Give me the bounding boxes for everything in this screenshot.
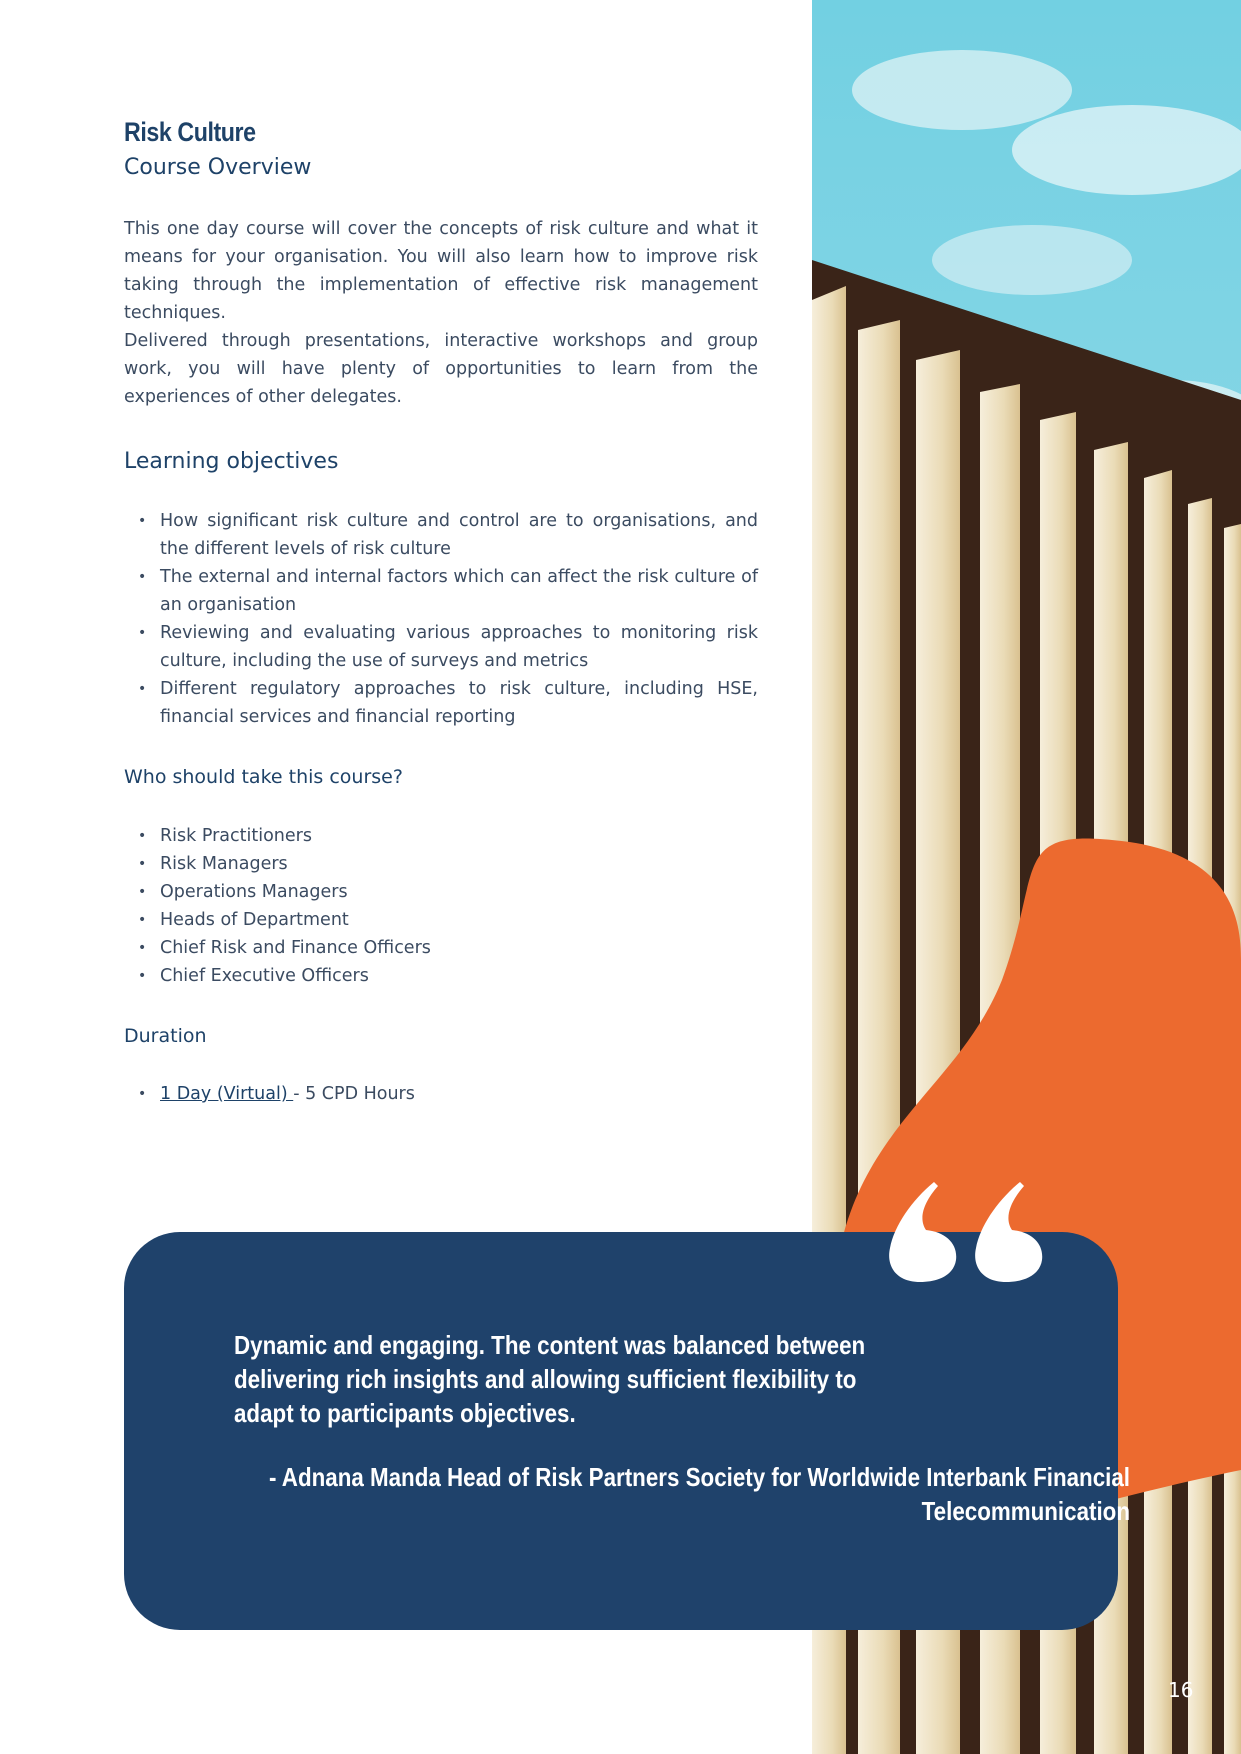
testimonial-quote: Dynamic and engaging. The content was balanced between delivering rich insights and allowing sufficient flexibility to adapt to participants objectives. — [234, 1330, 866, 1428]
overview-paragraph-1: This one day course will cover the concepts of risk culture and what it means for your organisation. You will also learn how to improve risk taking through the implementation of effective risk management techniques. — [124, 219, 758, 323]
list-item: • Heads of Department — [160, 906, 758, 934]
testimonial-box — [124, 1232, 1118, 1630]
duration-list — [124, 1080, 758, 1108]
list-item: • Different regulatory approaches to risk culture, including HSE, financial services and financial reporting — [160, 675, 758, 731]
list-item: • Chief Risk and Finance Officers — [160, 934, 758, 962]
objectives-list — [124, 507, 758, 731]
list-item: • Chief Executive Officers — [160, 962, 758, 990]
page-title: Risk Culture — [124, 117, 256, 147]
overview-paragraph-2: Delivered through presentations, interactive workshops and group work, you will have plenty of opportunities to learn from the experiences of other delegates. — [124, 331, 758, 407]
duration-link[interactable]: 1 Day (Virtual) — [160, 1084, 294, 1104]
list-item: • Operations Managers — [160, 878, 758, 906]
duration-suffix: - 5 CPD Hours — [293, 1084, 415, 1104]
testimonial-author: - Adnana Manda Head of Risk Partners Society for Worldwide Interbank Financial Telecommunication — [268, 1462, 1130, 1526]
duration-heading: Duration — [124, 1025, 207, 1047]
page-subtitle: Course Overview — [124, 155, 312, 180]
list-item: • Reviewing and evaluating various approaches to monitoring risk culture, including the use of surveys and metrics — [160, 619, 758, 675]
page-number: 16 — [1168, 1678, 1194, 1702]
list-item: • The external and internal factors which can affect the risk culture of an organisation — [160, 563, 758, 619]
audience-heading: Who should take this course? — [124, 766, 403, 788]
list-item: • How significant risk culture and control are to organisations, and the different levels of risk culture — [160, 507, 758, 563]
list-item — [160, 1080, 758, 1108]
list-item: • Risk Practitioners — [160, 822, 758, 850]
quote-marks-icon — [886, 1178, 1046, 1286]
audience-list — [124, 822, 758, 990]
objectives-heading: Learning objectives — [124, 449, 339, 474]
list-item: • Risk Managers — [160, 850, 758, 878]
